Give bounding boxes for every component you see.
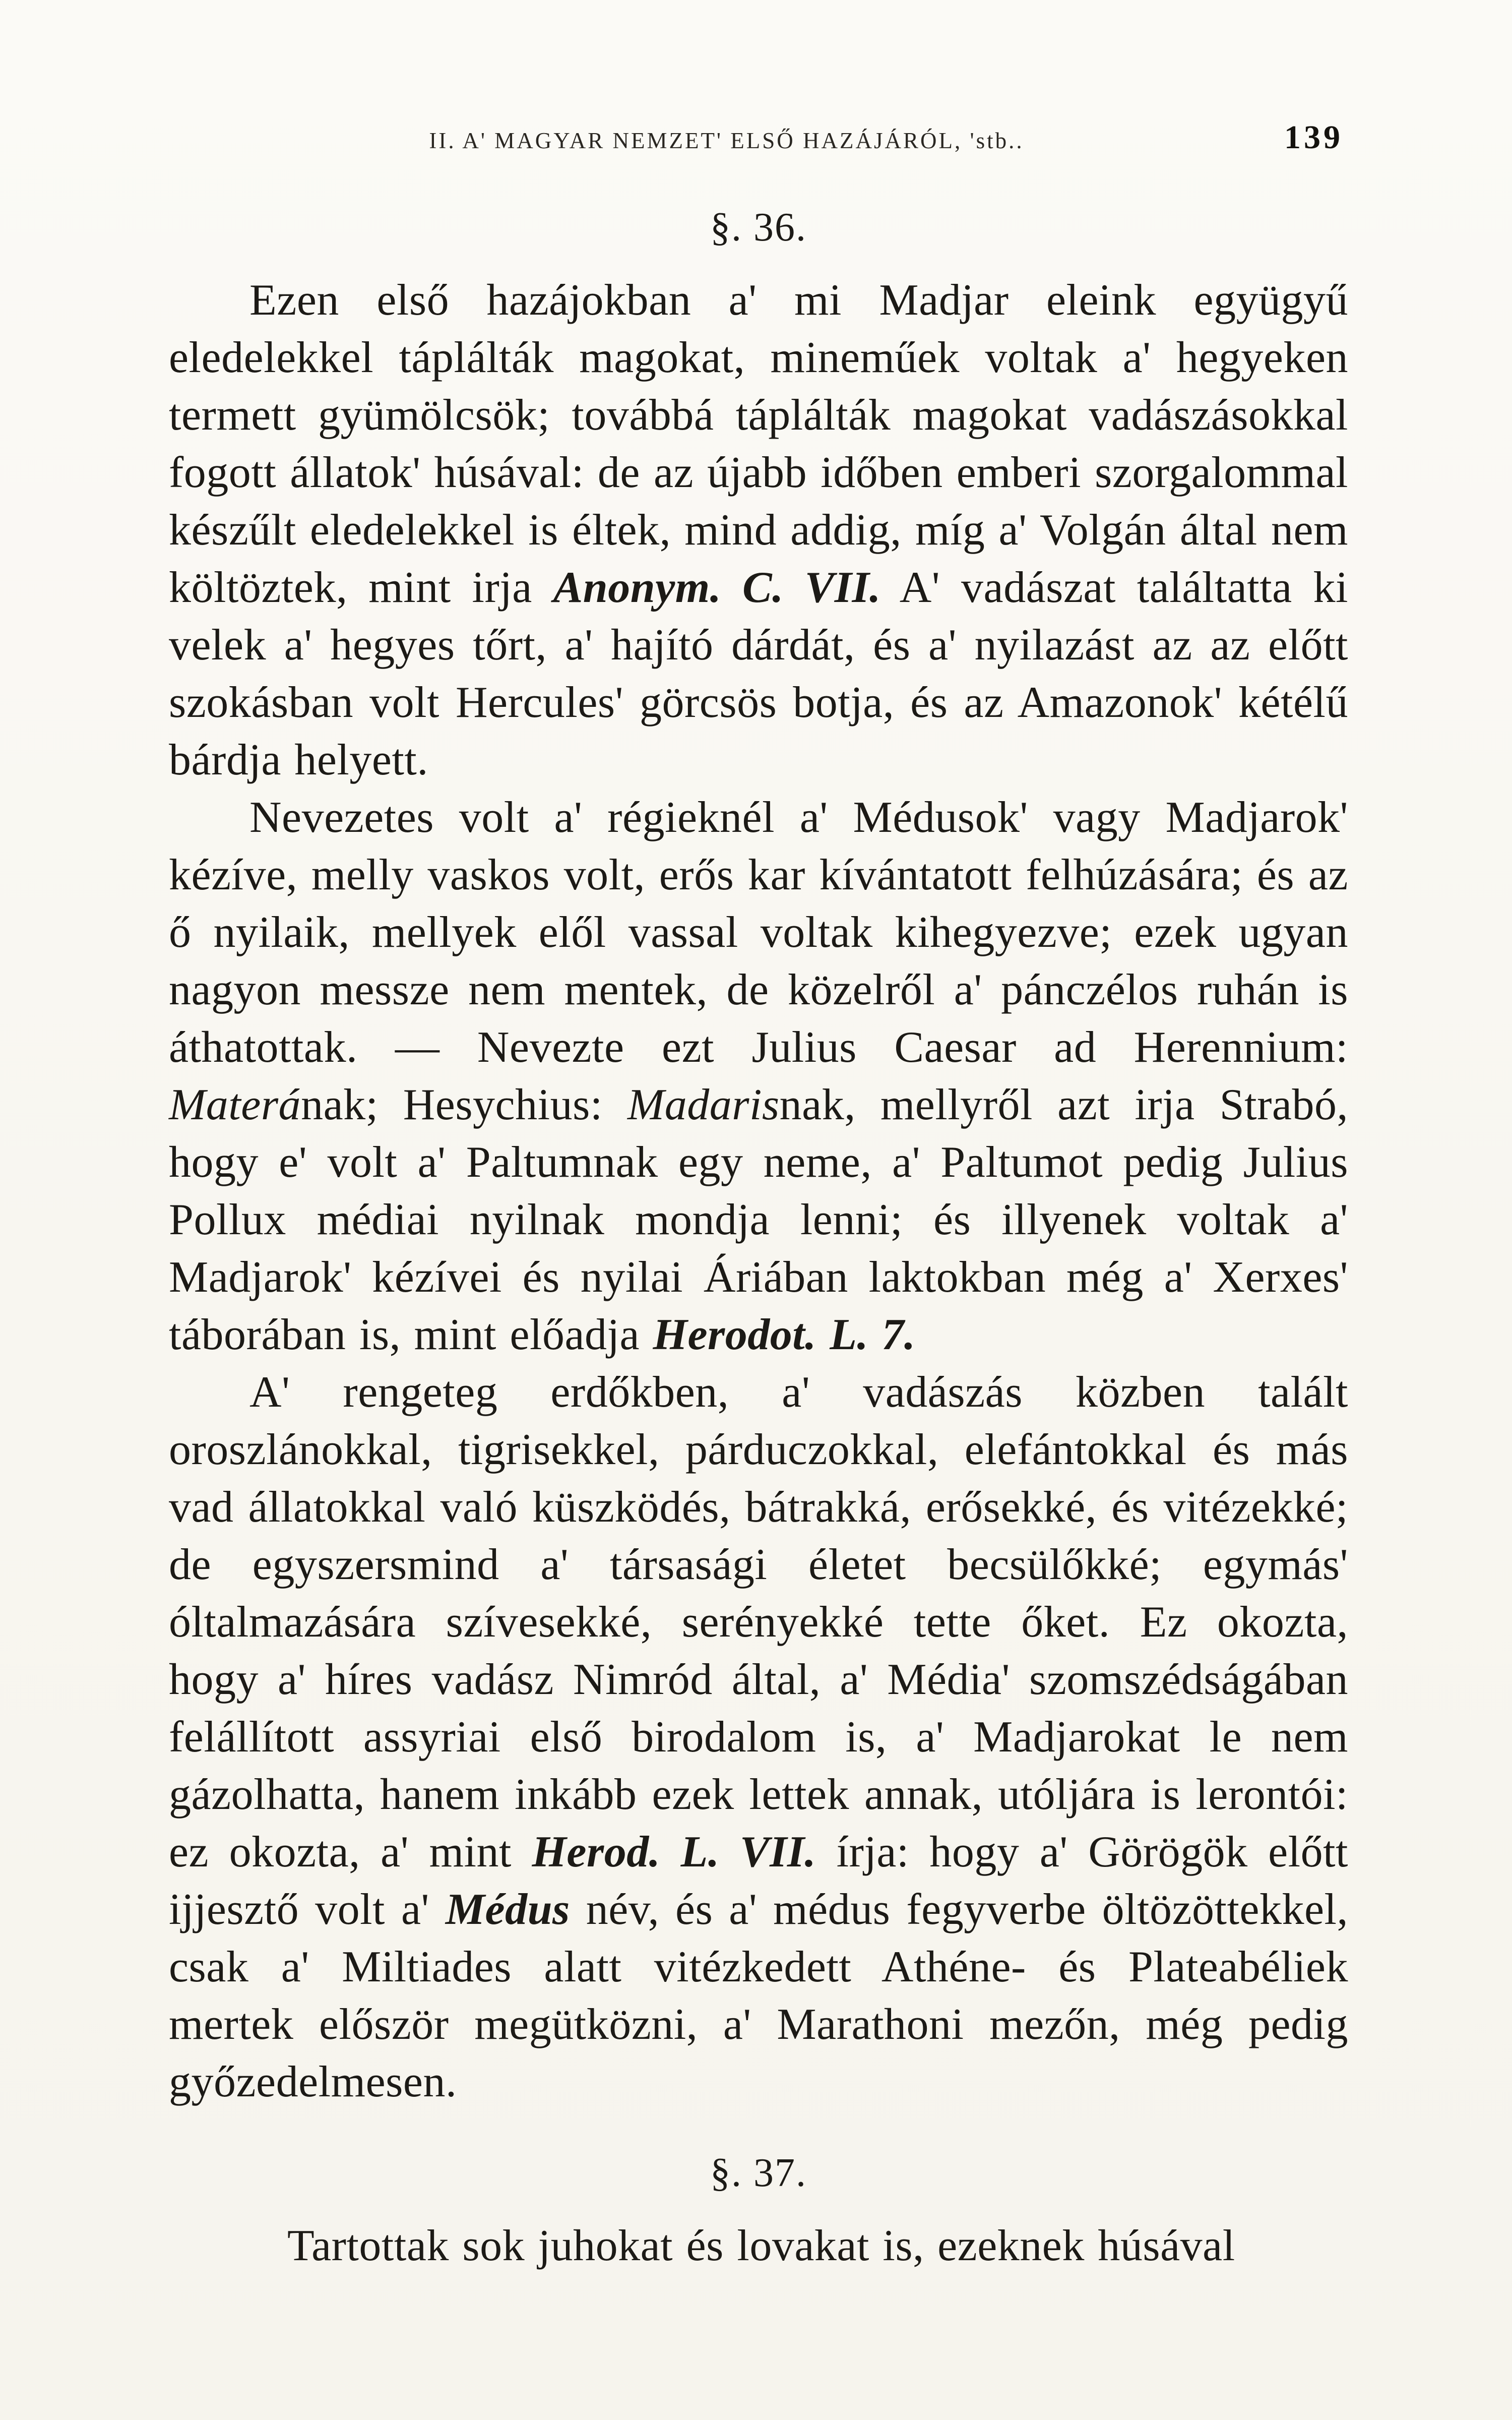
text-segment: nak, mellyről azt irja Strabó, hogy e' volt a' Paltumnak egy neme, a' Paltumot pedig Julius Pollux médiai nyilnak mondja lenni; és illyenek voltak a' Madjarok' kézívei és nyilai Áriában laktokban még a' Xerxes' táborában is, mint előadja xyxy=(169,1080,1348,1359)
paragraph-1 xyxy=(169,272,1348,789)
section-36 xyxy=(169,205,1348,2111)
text-segment: Ezen első hazájokban a' mi Madjar eleink együgyű eledelekkel táplálták magokat, mineműek voltak a' hegyeken termett gyümölcsök; továbbá táplálták magokat vadászásokkal fogott állatok' húsával: de az újabb időben emberi szorgalommal készűlt eledelekkel is éltek, mind addig, míg a' Volgán által nem költöztek, mint irja xyxy=(169,276,1348,612)
text-segment: A' vadászat találtatta ki velek a' hegyes tőrt, a' hajító dárdát, és a' nyilazást az az előtt szokásban volt Hercules' görcsös botja, és az Amazonok' kétélű bárdja helyett. xyxy=(169,563,1348,784)
running-header-title: II. A' MAGYAR NEMZET' ELSŐ HAZÁJÁRÓL, 'stb.. xyxy=(429,128,1024,153)
section-heading-36: §. 36. xyxy=(710,205,807,250)
running-header xyxy=(169,118,1348,157)
text-segment: Madaris xyxy=(627,1080,780,1129)
text-segment: név, és a' médus fegyverbe öltözöttekkel, csak a' Miltiades alatt vitézkedett Athéne- és Plateabéliek mertek először megütközni, a' Marathoni mezőn, még pedig győzedelmesen. xyxy=(169,1885,1348,2106)
paragraph-4 xyxy=(169,2217,1348,2275)
text-segment: Herod. L. VII. xyxy=(532,1828,816,1877)
text-segment: nak; Hesychius: xyxy=(301,1080,627,1129)
text-segment: Anonym. C. VII. xyxy=(553,563,881,612)
text-segment: Herodot. L. 7. xyxy=(653,1310,916,1359)
text-segment: Materá xyxy=(169,1080,301,1129)
text-segment: Tartottak sok juhokat és lovakat is, ezeknek húsával xyxy=(287,2221,1235,2270)
text-segment: A' rengeteg erdőkben, a' vadászás közben talált oroszlánokkal, tigrisekkel, párduczokkal, elefántokkal és más vad állatokkal való küszködés, bátrakká, erősekké, és vitézekké; de egyszersmind a' társasági életet becsülőkké; egymás' óltalmazására szívesekké, serényekké tette őket. Ez okozta, hogy a' híres vadász Nimród által, a' Média' szomszédságában felállított assyriai első birodalom is, a' Madjarokat le nem gázolhatta, hanem inkább ezek lettek annak, utóljára is lerontói: ez okozta, a' mint xyxy=(169,1368,1348,1877)
section-heading-37: §. 37. xyxy=(710,2151,807,2195)
text-segment: Médus xyxy=(445,1885,570,1934)
text-segment: Nevezetes volt a' régieknél a' Médusok' vagy Madjarok' kézíve, melly vaskos volt, erős kar kívántatott felhúzására; és az ő nyilaik, mellyek elől vassal voltak kihegyezve; ezek ugyan nagyon messze nem mentek, de közelről a' pánczélos ruhán is áthatottak. — Nevezte ezt Julius Caesar ad Herennium: xyxy=(169,793,1348,1072)
section-37 xyxy=(169,2150,1348,2275)
paragraph-3 xyxy=(169,1364,1348,2111)
page-number: 139 xyxy=(1284,119,1343,156)
paragraph-2 xyxy=(169,789,1348,1364)
text-segment: írja: hogy a' Görögök előtt ijjesztő volt a' xyxy=(169,1828,1348,1934)
